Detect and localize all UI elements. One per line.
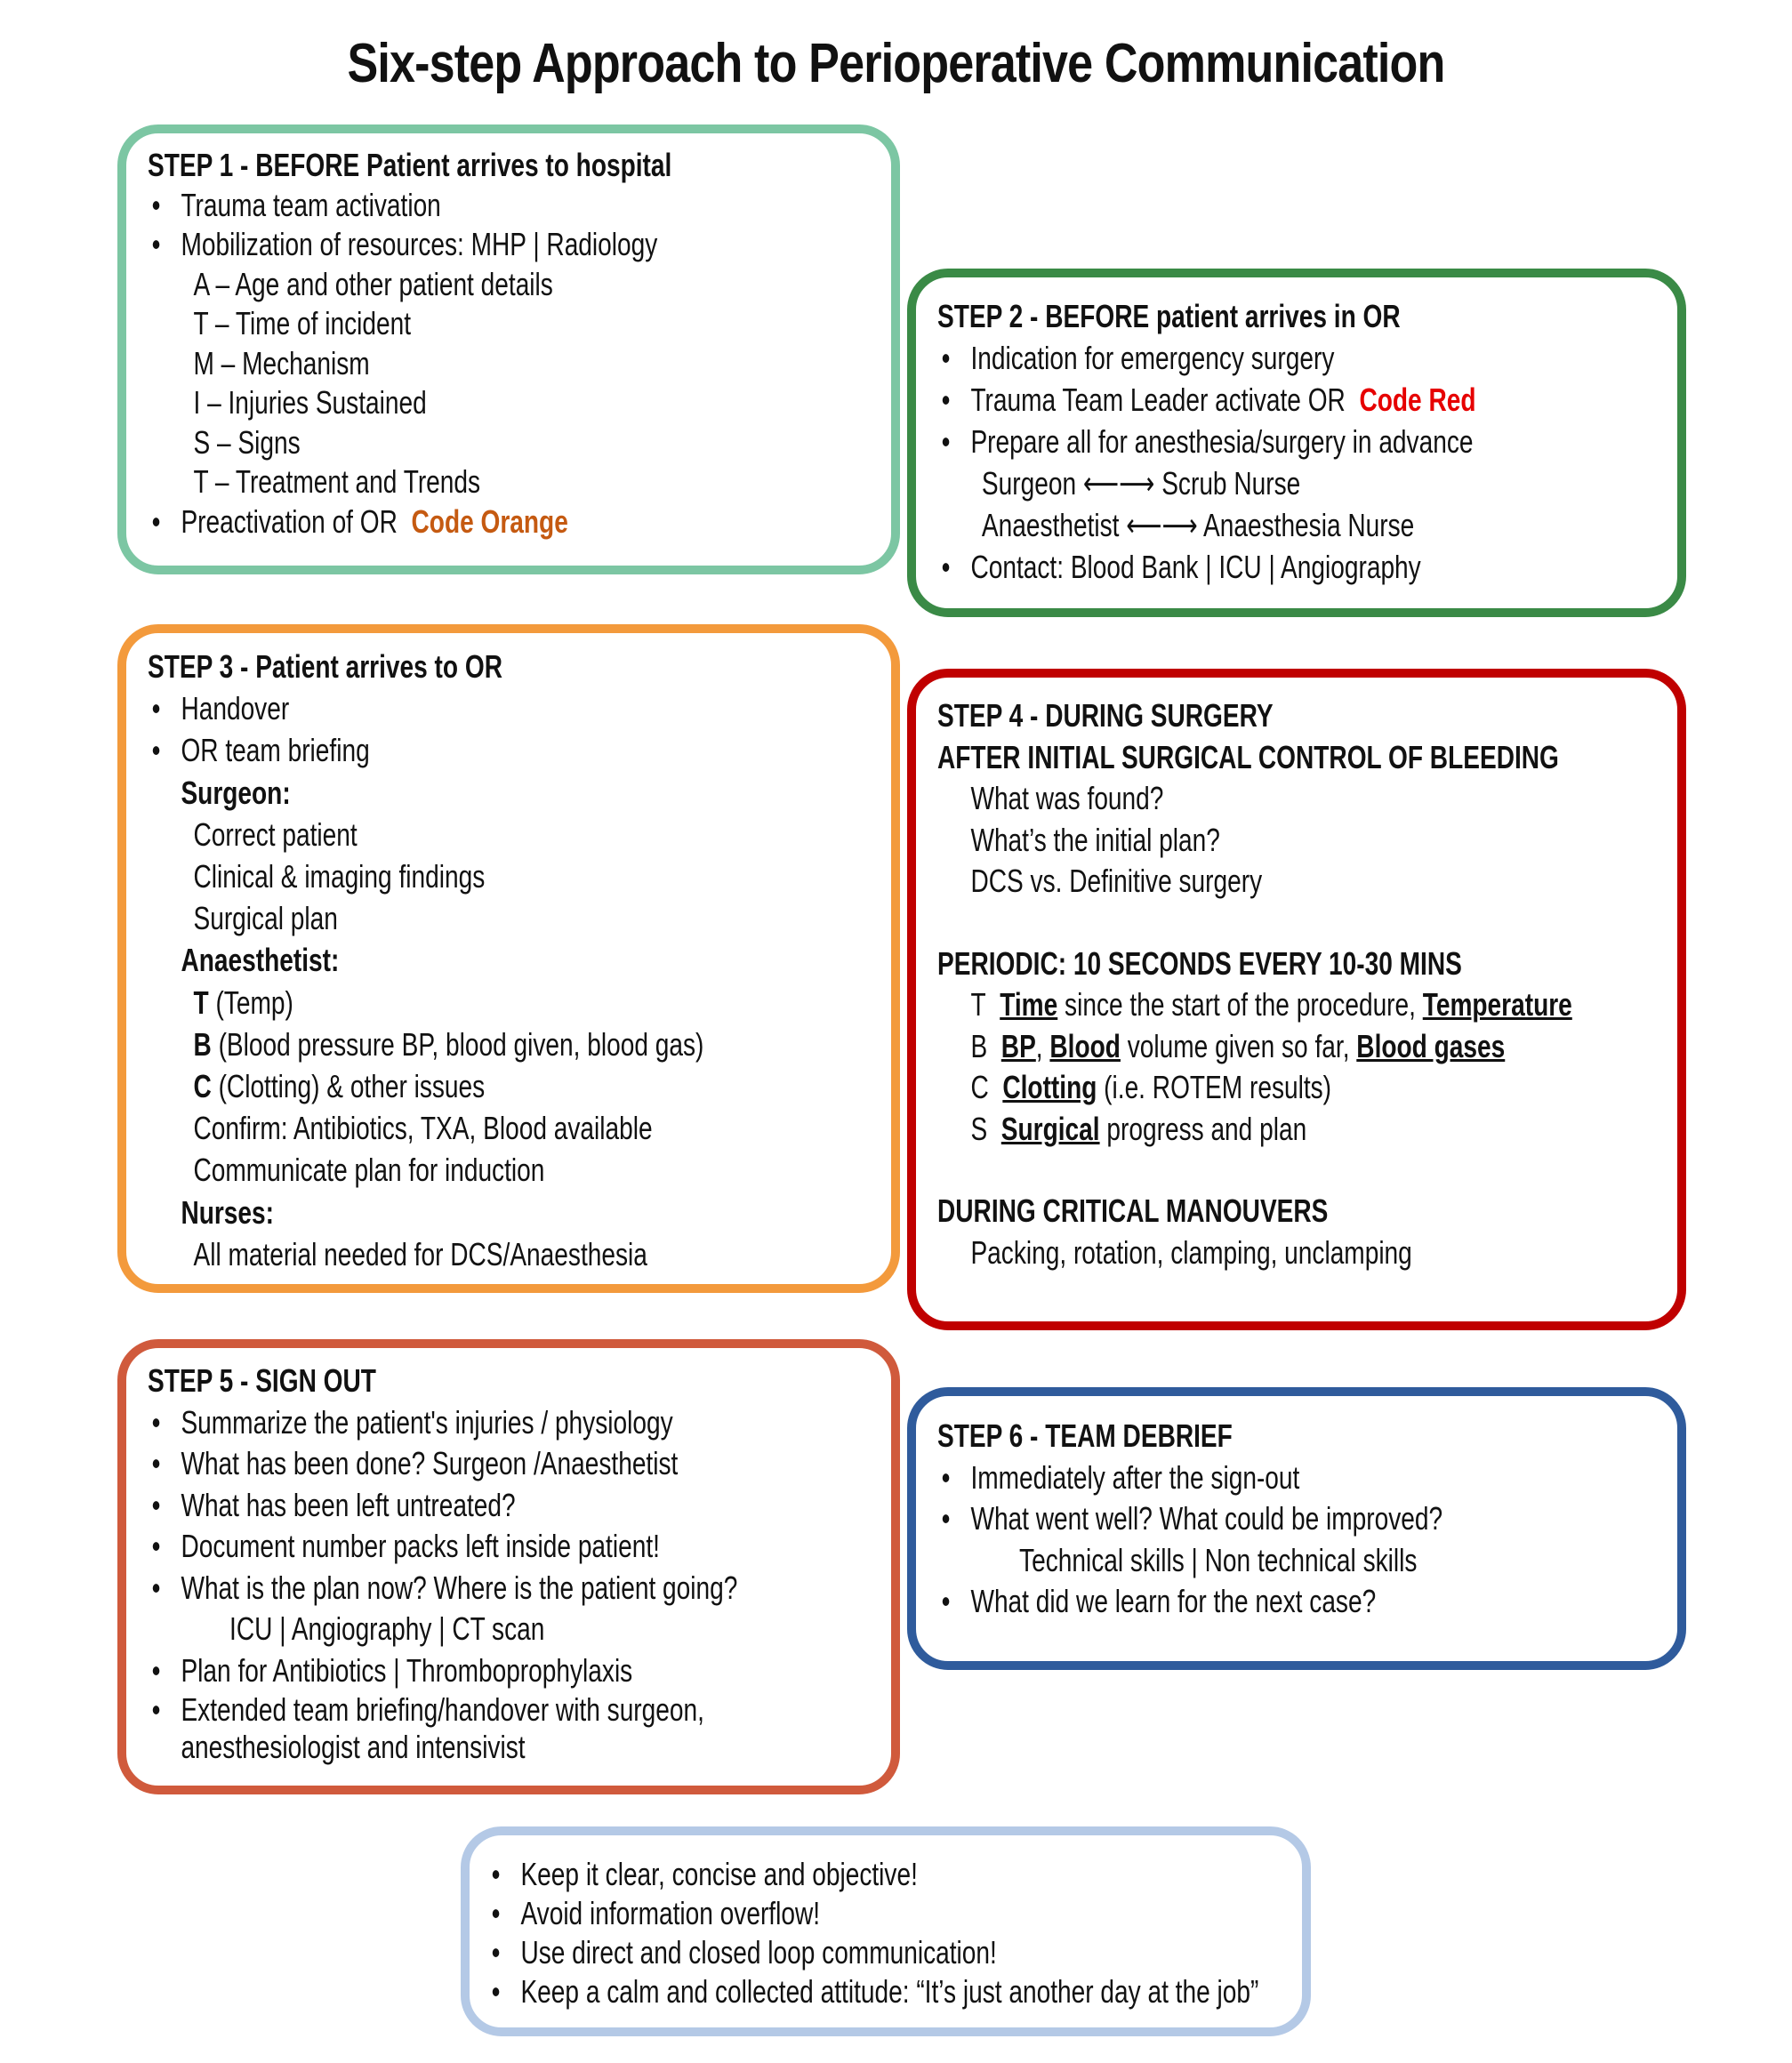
tbcs-item	[937, 1109, 1572, 1151]
step6-item: • What did we learn for the next case?	[937, 1581, 1442, 1623]
b-text: (Blood pressure BP, blood given, blood gas)	[218, 1025, 704, 1063]
step5-item	[148, 1691, 737, 1766]
c-letter: C	[193, 1068, 212, 1105]
tbcs-keyword: Temperature	[1422, 986, 1572, 1023]
tbcs-keyword: Time	[1000, 986, 1058, 1023]
step5-heading: STEP 5 - SIGN OUT	[148, 1362, 376, 1399]
step1-item: • Mobilization of resources: MHP | Radiology	[148, 225, 671, 265]
step1-box	[117, 124, 900, 574]
nurses-item: All material needed for DCS/Anaesthesia	[193, 1235, 647, 1272]
anaesthetist-label: Anaesthetist:	[181, 942, 340, 979]
step2-item	[937, 379, 1475, 421]
anaesthetist-item	[148, 1023, 703, 1065]
step4-item: What was found?	[970, 780, 1164, 816]
step3-item: • OR team briefing	[148, 729, 703, 771]
step3-box	[117, 624, 900, 1293]
step5-item: • What has been left untreated?	[148, 1485, 737, 1527]
step1-heading: STEP 1 - BEFORE Patient arrives to hospital	[148, 147, 672, 183]
step5-item: • What has been done? Surgeon /Anaesthetist	[148, 1443, 737, 1485]
step3-item: • Handover	[148, 687, 703, 729]
step4-content	[937, 695, 1572, 1273]
step5-item: • Summarize the patient's injuries / physiology	[148, 1402, 737, 1444]
tbcs-text: since the start of the procedure,	[1057, 986, 1423, 1023]
preactivation-text: Preactivation of OR	[181, 502, 398, 540]
surgeon-item: Correct patient	[193, 815, 358, 853]
step6-item: • What went well? What could be improved?	[937, 1498, 1442, 1540]
step4-item: Packing, rotation, clamping, unclamping	[970, 1233, 1412, 1271]
step5-box	[117, 1339, 900, 1794]
atmist-item: T – Time of incident	[193, 305, 412, 341]
team-pair: Anaesthetist ⟵⟶ Anaesthesia Nurse	[981, 507, 1415, 543]
tip-item: • Avoid information overflow!	[487, 1894, 1258, 1933]
step6-subitem: Technical skills | Non technical skills	[1019, 1541, 1418, 1578]
tip-item: • Keep it clear, concise and objective!	[487, 1855, 1258, 1894]
step5-item: • Plan for Antibiotics | Thromboprophylaxis	[148, 1650, 737, 1692]
tbcs-text: progress and plan	[1099, 1110, 1307, 1147]
tbcs-keyword: Clotting	[1002, 1069, 1097, 1105]
step2-item: • Prepare all for anesthesia/surgery in advance	[937, 421, 1475, 462]
anaesthetist-item	[148, 1065, 703, 1107]
step1-item	[148, 502, 671, 542]
tbcs-keyword: Blood gases	[1356, 1027, 1506, 1064]
step4-subheading: AFTER INITIAL SURGICAL CONTROL OF BLEEDING	[937, 738, 1559, 775]
tbcs-letter: S	[970, 1110, 988, 1147]
step5-content	[148, 1361, 737, 1766]
step6-item: • Immediately after the sign-out	[937, 1457, 1442, 1499]
tbcs-text: volume given so far,	[1120, 1027, 1357, 1064]
tbcs-keyword: Blood	[1049, 1027, 1121, 1064]
tips-box	[461, 1826, 1311, 2036]
tbcs-item	[937, 1067, 1572, 1109]
code-red-label: Code Red	[1359, 381, 1476, 418]
surgeon-item: Surgical plan	[193, 900, 338, 937]
tip-item: • Use direct and closed loop communication!	[487, 1933, 1258, 1972]
step2-item: • Indication for emergency surgery	[937, 337, 1475, 379]
step3-heading: STEP 3 - Patient arrives to OR	[148, 648, 502, 685]
step3-content	[148, 646, 703, 1275]
step4-subheading: DURING CRITICAL MANOUVERS	[937, 1192, 1329, 1229]
page-title: Six-step Approach to Perioperative Communication	[347, 33, 1445, 94]
anaesthetist-item	[148, 982, 703, 1023]
step1-content	[148, 146, 671, 542]
atmist-item: S – Signs	[193, 423, 301, 461]
step5-item-line: anesthesiologist and intensivist	[181, 1729, 526, 1765]
b-letter: B	[193, 1025, 212, 1063]
tbcs-letter: T	[970, 986, 986, 1023]
step5-item: • What is the plan now? Where is the patient going?	[148, 1568, 737, 1609]
tbcs-text: ,	[1035, 1027, 1050, 1064]
anaesthetist-item: Confirm: Antibiotics, TXA, Blood available	[193, 1110, 653, 1147]
t-letter: T	[193, 983, 209, 1021]
tbcs-keyword: BP	[1000, 1027, 1036, 1064]
step4-item: What’s the initial plan?	[970, 821, 1220, 858]
step6-heading: STEP 6 - TEAM DEBRIEF	[937, 1417, 1233, 1454]
tips-content	[487, 1855, 1258, 2011]
activate-text: Trauma Team Leader activate OR	[970, 381, 1346, 418]
step5-item: • Document number packs left inside patient!	[148, 1526, 737, 1568]
step2-box	[907, 269, 1686, 617]
tbcs-letter: C	[970, 1069, 989, 1105]
atmist-item: I – Injuries Sustained	[193, 384, 427, 421]
tbcs-text: (i.e. ROTEM results)	[1097, 1069, 1332, 1105]
nurses-label: Nurses:	[181, 1193, 275, 1231]
c-text: (Clotting) & other issues	[218, 1068, 486, 1105]
step4-heading: STEP 4 - DURING SURGERY	[937, 697, 1274, 734]
step1-item: • Trauma team activation	[148, 186, 671, 226]
step5-subitem: ICU | Angiography | CT scan	[229, 1610, 545, 1647]
team-pair: Surgeon ⟵⟶ Scrub Nurse	[981, 465, 1301, 502]
atmist-item: M – Mechanism	[193, 344, 370, 381]
tip-item: • Keep a calm and collected attitude: “It’s just another day at the job”	[487, 1972, 1258, 2011]
tbcs-letter: B	[970, 1027, 988, 1064]
surgeon-item: Clinical & imaging findings	[193, 858, 486, 895]
code-orange-label: Code Orange	[411, 502, 568, 540]
step5-item-line: Extended team briefing/handover with surgeon,	[181, 1691, 704, 1728]
t-text: (Temp)	[215, 983, 293, 1021]
tbcs-item	[937, 984, 1572, 1026]
step6-content	[937, 1416, 1442, 1623]
anaesthetist-item: Communicate plan for induction	[193, 1152, 545, 1189]
tbcs-keyword: Surgical	[1000, 1110, 1100, 1147]
step4-subheading: PERIODIC: 10 SECONDS EVERY 10-30 MINS	[937, 944, 1462, 982]
atmist-item: T – Treatment and Trends	[193, 463, 481, 500]
atmist-item: A – Age and other patient details	[193, 265, 553, 302]
step4-box	[907, 669, 1686, 1330]
step2-heading: STEP 2 - BEFORE patient arrives in OR	[937, 298, 1401, 334]
step4-item: DCS vs. Definitive surgery	[970, 863, 1263, 899]
tbcs-item	[937, 1026, 1572, 1068]
surgeon-label: Surgeon:	[181, 774, 291, 811]
step6-box	[907, 1387, 1686, 1670]
step2-content	[937, 295, 1475, 588]
step2-item: • Contact: Blood Bank | ICU | Angiography	[937, 546, 1475, 588]
